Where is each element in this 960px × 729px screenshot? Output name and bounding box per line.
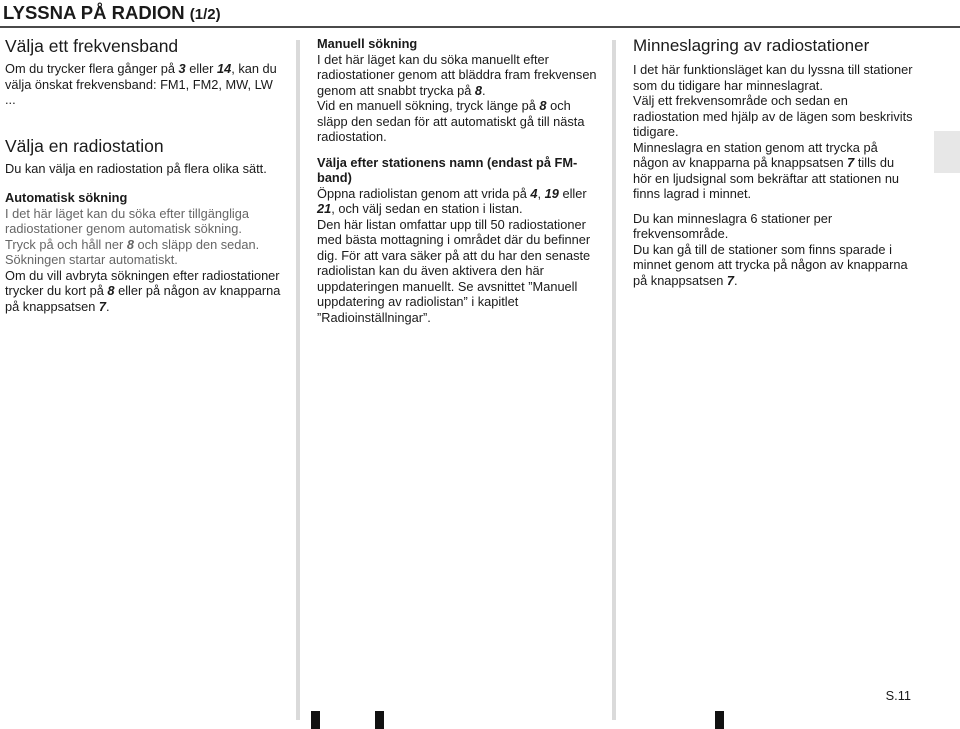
heading-memory: Minneslagring av radiostationer <box>633 36 870 55</box>
print-mark <box>311 711 320 729</box>
chapter-tab <box>934 131 960 173</box>
paragraph-auto-2: Tryck på och håll ner 8 och släpp den sedan. <box>5 236 260 252</box>
paragraph-manual-1: I det här läget kan du söka manuellt efter radiostationer genom att bläddra fram frekvensen genom att snabbt trycka på 8. <box>317 51 597 98</box>
column-separator <box>612 40 616 720</box>
paragraph-name-2: Den här listan omfattar upp till 50 radiostationer med bästa mottagning i området där du befinner dig. För att vara säker på att du har den senaste radiolistan kan du även aktivera den här uppdateringen manuellt. Se avsnittet ”Manuell uppdatering av radiolistan” i kapitlet ”Radioinställningar”. <box>317 216 591 325</box>
paragraph-manual-2: Vid en manuell sökning, tryck länge på 8 och släpp den sedan för att automatiskt gå till nästa radiostation. <box>317 98 585 144</box>
page-number: S.11 <box>885 688 911 703</box>
print-mark <box>715 711 724 729</box>
heading-automatic-search: Automatisk sökning <box>5 190 128 205</box>
heading-station-name: Välja efter stationens namn (endast på FM-band) <box>317 154 578 185</box>
paragraph-memory-5: Du kan gå till de stationer som finns sparade i minnet genom att trycka på någon av knapparna på knappsatsen 7. <box>633 241 908 288</box>
paragraph-auto-3: Sökningen startar automatiskt. <box>5 252 178 267</box>
paragraph-band: Om du trycker flera gånger på 3 eller 14, kan du välja önskat frekvensband: FM1, FM2, MW, LW ... <box>5 61 277 107</box>
page-part: (1/2) <box>189 6 221 23</box>
column-1 <box>5 36 283 314</box>
column-3 <box>633 36 913 288</box>
paragraph-memory-1: I det här funktionsläget kan du lyssna till stationer som du tidigare har minneslagrat. <box>633 62 913 93</box>
print-mark <box>375 711 384 729</box>
paragraph-memory-4: Du kan minneslagra 6 stationer per frekvensområde. <box>633 210 833 241</box>
heading-manual-search: Manuell sökning <box>317 36 418 51</box>
paragraph-memory-2: Välj ett frekvensområde och sedan en radiostation med hjälp av de lägen som beskrivits tidigare. <box>633 93 913 139</box>
page-title: LYSSNA PÅ RADION (1/2) <box>3 2 221 23</box>
heading-frequency-band: Välja ett frekvensband <box>5 36 179 56</box>
paragraph-station: Du kan välja en radiostation på flera olika sätt. <box>5 160 267 176</box>
column-2 <box>317 36 599 325</box>
paragraph-auto-1: I det här läget kan du söka efter tillgängliga radiostationer genom automatisk sökning. <box>5 205 250 236</box>
heading-radio-station: Välja en radiostation <box>5 135 164 156</box>
paragraph-memory-3: Minneslagra en station genom att trycka på någon av knapparna på knappsatsen 7 tills du hör en ljudsignal som bekräftar att stationen nu finns lagrad i minnet. <box>633 139 900 201</box>
column-separator <box>296 40 300 720</box>
paragraph-auto-4: Om du vill avbryta sökningen efter radiostationer trycker du kort på 8 eller på någon av knapparna på knappsatsen 7. <box>5 267 281 314</box>
title-rule <box>0 26 960 28</box>
paragraph-name-1: Öppna radiolistan genom att vrida på 4, 19 eller 21, och välj sedan en station i listan. <box>317 185 587 216</box>
